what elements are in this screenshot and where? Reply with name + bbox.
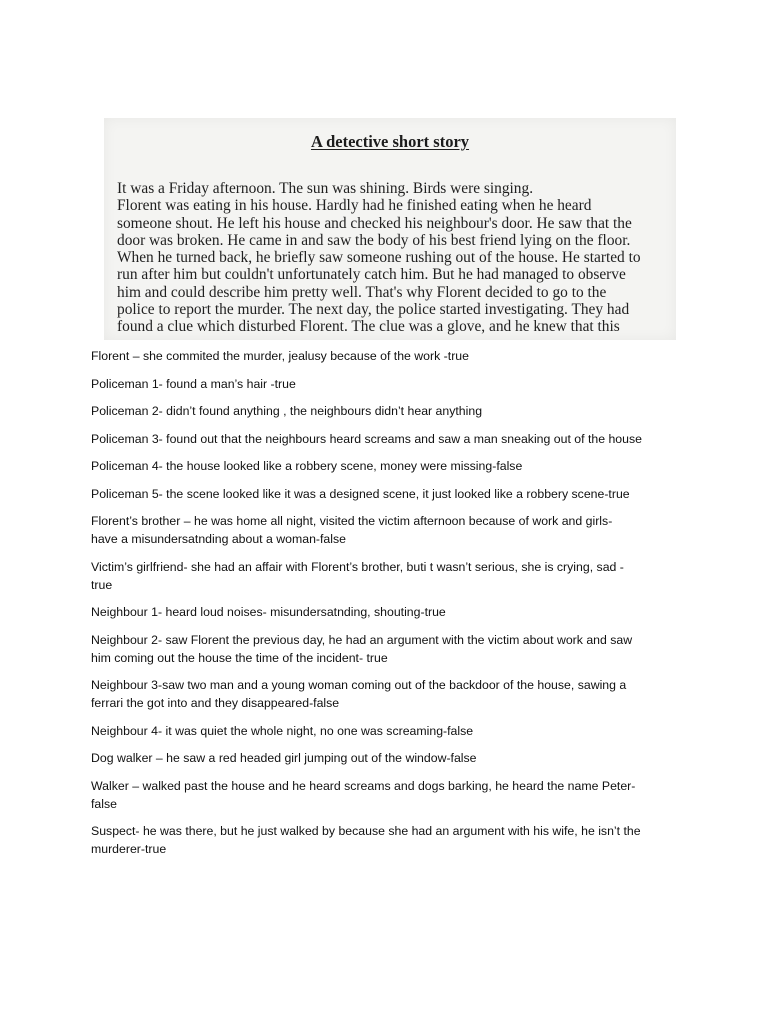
story-line: It was a Friday afternoon. The sun was shining. Birds were singing. bbox=[117, 180, 534, 197]
statement-line: Florent – she commited the murder, jealusy because of the work -true bbox=[91, 349, 469, 363]
statement-line: Neighbour 4- it was quiet the whole night, no one was screaming-false bbox=[91, 723, 474, 738]
statement-line: him coming out the house the time of the incident- true bbox=[91, 650, 388, 665]
story-line: someone shout. He left his house and checked his neighbour's door. He saw that the bbox=[117, 214, 632, 232]
statement-line: Policeman 1- found a man’s hair -true bbox=[91, 376, 296, 391]
statement-neighbour-2 bbox=[91, 631, 691, 667]
statement-line: Policeman 4- the house looked like a robbery scene, money were missing-false bbox=[91, 459, 523, 473]
story-text bbox=[117, 180, 677, 336]
statement-policeman-4 bbox=[91, 457, 691, 475]
statement-victims-girlfriend bbox=[91, 558, 691, 594]
statement-policeman-1 bbox=[91, 375, 691, 393]
story-line: him and could describe him pretty well. That's why Florent decided to go to the bbox=[117, 283, 607, 301]
story-line: run after him but couldn't unfortunately catch him. But he had managed to observe bbox=[117, 266, 626, 284]
statement-policeman-3 bbox=[91, 430, 691, 448]
story-line: police to report the murder. The next day, the police started investigating. They had bbox=[117, 301, 630, 319]
statement-line: Policeman 5- the scene looked like it was a designed scene, it just looked like a robbery scene-true bbox=[91, 486, 630, 501]
statement-line: Neighbour 2- saw Florent the previous day, he had an argument with the victim about work and saw bbox=[91, 632, 633, 647]
story-line: found a clue which disturbed Florent. The clue was a glove, and he knew that this bbox=[117, 318, 620, 336]
statement-line: have a misundersatnding about a woman-false bbox=[91, 532, 346, 546]
statement-line: murderer-true bbox=[91, 842, 167, 856]
statement-policeman-2 bbox=[91, 402, 691, 420]
statement-walker bbox=[91, 777, 691, 813]
statement-policeman-5 bbox=[91, 485, 691, 503]
statement-neighbour-1 bbox=[91, 603, 691, 621]
statement-line: Policeman 2- didn’t found anything , the neighbours didn’t hear anything bbox=[91, 404, 483, 418]
statement-dog-walker bbox=[91, 749, 691, 767]
statement-line: Policeman 3- found out that the neighbours heard screams and saw a man sneaking out of the house bbox=[91, 431, 642, 446]
statement-suspect bbox=[91, 822, 691, 858]
statement-line: true bbox=[91, 577, 113, 592]
statement-line: Walker – walked past the house and he heard screams and dogs barking, he heard the name Peter- bbox=[91, 778, 636, 793]
statement-florents-brother bbox=[91, 512, 691, 548]
statement-line: Dog walker – he saw a red headed girl jumping out of the window-false bbox=[91, 751, 477, 765]
statement-line: ferrari the got into and they disappeared-false bbox=[91, 696, 340, 710]
story-title: A detective short story bbox=[310, 132, 470, 151]
story-scan-image bbox=[104, 118, 676, 340]
statement-line: false bbox=[91, 796, 117, 811]
statement-line: Suspect- he was there, but he just walked by because she had an argument with his wife, he isn’t the bbox=[91, 824, 641, 838]
statement-neighbour-3 bbox=[91, 676, 691, 712]
statement-neighbour-4 bbox=[91, 722, 691, 740]
story-line: door was broken. He came in and saw the body of his best friend lying on the floor. bbox=[117, 231, 631, 249]
statement-florent bbox=[91, 347, 691, 365]
statement-line: Neighbour 1- heard loud noises- misundersatnding, shouting-true bbox=[91, 605, 446, 619]
story-line: Florent was eating in his house. Hardly had he finished eating when he heard bbox=[117, 197, 592, 215]
story-line: When he turned back, he briefly saw someone rushing out of the house. He started to bbox=[117, 249, 641, 267]
statement-line: Neighbour 3-saw two man and a young woman coming out of the backdoor of the house, sawing a bbox=[91, 678, 627, 692]
witness-statements-list bbox=[91, 347, 691, 868]
statement-line: Victim’s girlfriend- she had an affair with Florent’s brother, buti t wasn’t serious, she is crying, sad - bbox=[91, 559, 624, 574]
statement-line: Florent’s brother – he was home all night, visited the victim afternoon because of work and girls- bbox=[91, 514, 613, 528]
